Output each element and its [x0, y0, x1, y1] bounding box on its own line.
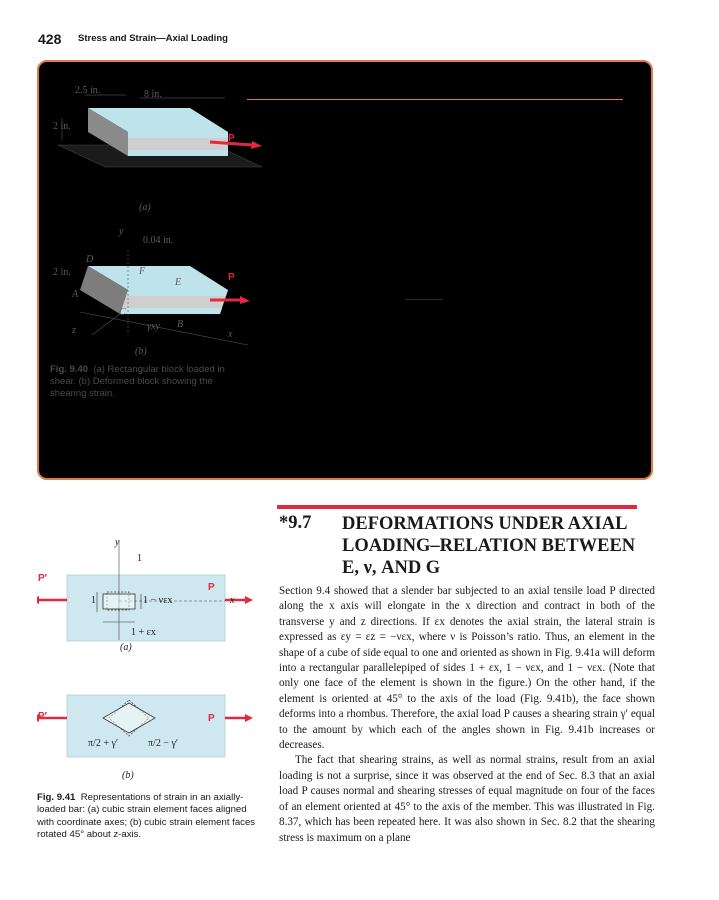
fig941a-one-top: 1 — [137, 553, 142, 564]
fig940-caption — [50, 364, 250, 400]
fig941a-p-left: P′ — [38, 573, 48, 584]
fig940b-point-d: D — [86, 254, 94, 265]
section-number: *9.7 — [279, 513, 312, 533]
fig940-drawing — [39, 62, 651, 478]
fig940b-point-f: F — [139, 266, 146, 277]
body-paragraph-2: The fact that shearing strains, as well as normal strains, result from an axial loading is not a surprise, since it was observed at the end of Sec. 8.3 that an axial load P causes normal and shearing stresses of equal magnitude on four of the faces of an element oriented at 45° to the axis of the member. This was illustrated in Fig. 8.37, which has been repeated here. It was also shown in Sec. 8.2 that the shearing stress is maximum on a plane — [279, 754, 655, 844]
dim-shift-label: 0.04 in. — [143, 235, 174, 246]
fig941-drawing — [37, 540, 257, 790]
fig941a-y-label: y — [115, 537, 120, 548]
running-head: Stress and Strain—Axial Loading — [78, 33, 228, 44]
fig940b-y-label: y — [119, 226, 124, 237]
fig941b-p-right: P — [208, 713, 215, 724]
example-rule — [247, 99, 623, 100]
dim-height-a-label: 2 in. — [53, 121, 71, 132]
fig940b-point-c: C — [119, 307, 126, 318]
example-box — [37, 60, 653, 480]
section-rule — [277, 505, 637, 509]
fig941-caption-label: Fig. 9.41 — [37, 792, 76, 803]
fig940-caption-text: (a) Rectangular block loaded in shear. (b) Deformed block showing the shearing strain. — [50, 364, 225, 399]
fig941a-axial-label: 1 + εx — [131, 627, 156, 638]
section-title: DEFORMATIONS UNDER AXIAL LOADING–RELATION BETWEEN E, ν, AND G — [342, 514, 636, 578]
fig940b-x-axis — [80, 312, 248, 345]
fig941a-p-right: P — [208, 582, 215, 593]
dim-width-label: 2.5 in. — [75, 85, 101, 96]
fig940a-load-label: P — [228, 133, 235, 144]
fig940b-point-e: E — [175, 277, 182, 288]
fig940b-point-b: B — [177, 319, 184, 330]
fig940b-x-label: x — [228, 329, 233, 340]
fig940b-label: (b) — [135, 346, 147, 357]
fig941-caption — [37, 792, 265, 842]
fig940-caption-label: Fig. 9.40 — [50, 364, 89, 375]
fig940b-gamma-label: γxy — [147, 321, 160, 332]
fig941a-lateral-label: 1 − νεx — [143, 595, 173, 606]
fig941a-deformed-rect — [103, 594, 135, 609]
body-paragraph-1: Section 9.4 showed that a slender bar subjected to an axial tensile load P directed along the x axis will elongate in the x direction and contract in both of the transverse y and z directions. If εx denotes the axial strain, the lateral strain is expressed as εy = εz = −νεx, where ν is Poisson’s ratio. Thus, an element in the shape of a cube of side equal to one and oriented as shown in Fig. 9.41a will deform into a rectangular parallelepiped of sides 1 + εx, 1 − νεx, and 1 − νεx. (Note that only one face of the element is shown in the figure.) On the other hand, if the element is oriented at 45° to the axis of the load (Fig. 9.41b), the face shown deforms into a rhombus. Therefore, the axial load P causes a shearing strain γ′ equal to the amount by which each of the angles shown in Fig. 9.41b increases or decreases. — [279, 585, 655, 752]
fig940a-label: (a) — [139, 202, 151, 213]
fig941b-label: (b) — [122, 770, 134, 781]
fig941b-angle-left: π/2 + γ′ — [88, 738, 119, 749]
body-text — [279, 584, 655, 846]
fig940b-load-label: P — [228, 272, 235, 283]
fig940b-point-a: A — [72, 289, 79, 300]
dim-length-label: 8 in. — [144, 89, 162, 100]
page-number: 428 — [38, 31, 62, 47]
example-faint-dash — [405, 299, 443, 300]
fig941b-p-left: P′ — [38, 711, 48, 722]
fig940b-z-label: z — [72, 325, 76, 336]
fig941b-angle-right: π/2 − γ′ — [148, 738, 179, 749]
dim-height-b-label: 2 in. — [53, 267, 71, 278]
fig941a-one-left: 1 — [91, 595, 96, 606]
fig941-caption-text: Representations of strain in an axially-loaded bar: (a) cubic strain element faces aligned with coordinate axes; (b) cubic strain element faces rotated 45° about z-axis. — [37, 792, 256, 841]
fig941a-x-label: x — [230, 595, 235, 606]
fig941a-label: (a) — [120, 642, 132, 653]
